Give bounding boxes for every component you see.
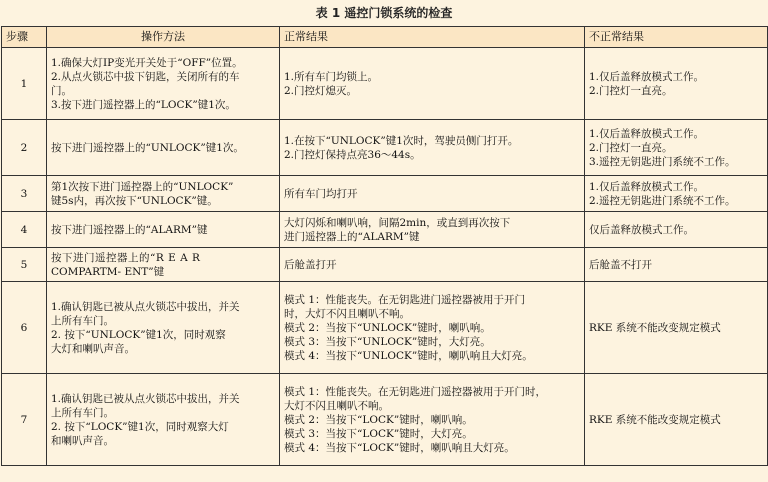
normal-line: 大灯闪烁和喇叭响，间隔2min，或直到再次按下 (284, 216, 511, 229)
abnormal-line: RKE 系统不能改变规定模式 (589, 413, 721, 426)
method-cell (47, 176, 280, 212)
normal-line: 进门遥控器上的“ALARM”键 (284, 230, 420, 243)
normal-line: 模式 4：当按下“LOCK”键时，喇叭响且大灯亮。 (284, 441, 515, 454)
normal-cell (280, 120, 585, 176)
step-cell: 1 (2, 48, 47, 120)
method-cell (47, 212, 280, 248)
normal-cell (280, 212, 585, 248)
abnormal-cell (585, 282, 768, 374)
method-cell (47, 248, 280, 282)
method-cell (47, 282, 280, 374)
header-step: 步骤 (2, 27, 47, 48)
method-line: 门。 (51, 84, 72, 97)
normal-cell (280, 282, 585, 374)
normal-line: 2.门控灯熄灭。 (284, 84, 358, 97)
abnormal-line: 3.遥控无钥匙进门系统不工作。 (589, 155, 736, 168)
header-row (2, 27, 768, 48)
step-cell: 3 (2, 176, 47, 212)
method-line: 1.确认钥匙已被从点火锁芯中拔出，并关 (51, 300, 240, 313)
method-line: 2. 按下“UNLOCK”键1次，同时观察 (51, 328, 226, 341)
method-cell (47, 120, 280, 176)
abnormal-line: 2.门控灯一直亮。 (589, 84, 673, 97)
normal-line: 1.在按下“UNLOCK”键1次时，驾驶员侧门打开。 (284, 134, 519, 147)
method-line: 3.按下进门遥控器上的“LOCK”键1次。 (51, 98, 236, 111)
normal-cell (280, 248, 585, 282)
abnormal-line: 仅后盖释放模式工作。 (589, 223, 694, 236)
normal-line: 模式 1：性能丧失。在无钥匙进门遥控器被用于开门 (284, 293, 526, 306)
abnormal-cell (585, 120, 768, 176)
method-line: 键5s内，再次按下“UNLOCK”键。 (51, 194, 218, 207)
method-cell (47, 374, 280, 466)
normal-line: 后舱盖打开 (284, 258, 337, 271)
normal-line: 模式 2：当按下“UNLOCK”键时，喇叭响。 (284, 321, 491, 334)
method-line: 2.从点火锁芯中拔下钥匙，关闭所有的车 (51, 70, 240, 83)
abnormal-line: 1.仅后盖释放模式工作。 (589, 180, 705, 193)
header-method: 操作方法 (47, 27, 280, 48)
normal-line: 模式 1：性能丧失。在无钥匙进门遥控器被用于开门时， (284, 385, 547, 398)
step-cell: 4 (2, 212, 47, 248)
header-abnormal: 不正常结果 (585, 27, 768, 48)
method-line: 和喇叭声音。 (51, 434, 114, 447)
abnormal-cell (585, 48, 768, 120)
table-row (2, 120, 768, 176)
abnormal-line: 后舱盖不打开 (589, 258, 652, 271)
normal-line: 模式 3：当按下“LOCK”键时，大灯亮。 (284, 427, 473, 440)
normal-line: 模式 3：当按下“UNLOCK”键时，大灯亮。 (284, 335, 491, 348)
table-row (2, 212, 768, 248)
method-line: 第1次按下进门遥控器上的“UNLOCK” (51, 180, 234, 193)
normal-line: 大灯不闪且喇叭不响。 (284, 399, 389, 412)
table-title: 表 1 遥控门锁系统的检查 (315, 6, 453, 20)
table-row (2, 374, 768, 466)
normal-line: 时，大灯不闪且喇叭不响。 (284, 307, 410, 320)
step-cell: 6 (2, 282, 47, 374)
header-normal: 正常结果 (280, 27, 585, 48)
normal-cell (280, 374, 585, 466)
method-line: 大灯和喇叭声音。 (51, 342, 135, 355)
normal-cell (280, 176, 585, 212)
table-row (2, 48, 768, 120)
normal-line: 2.门控灯保持点亮36～44s。 (284, 148, 421, 161)
normal-line: 所有车门均打开 (284, 187, 358, 200)
inspection-table (1, 26, 768, 466)
abnormal-line: 2.遥控无钥匙进门系统不工作。 (589, 194, 736, 207)
abnormal-line: 2.门控灯一直亮。 (589, 141, 673, 154)
method-line: 上所有车门。 (51, 314, 114, 327)
abnormal-cell (585, 374, 768, 466)
normal-cell (280, 48, 585, 120)
abnormal-line: RKE 系统不能改变规定模式 (589, 321, 721, 334)
table-row (2, 282, 768, 374)
method-line: 按下进门遥控器上的“UNLOCK”键1次。 (51, 141, 244, 154)
method-line: 1.确保大灯IP变光开关处于“OFF”位置。 (51, 56, 243, 69)
abnormal-line: 1.仅后盖释放模式工作。 (589, 70, 705, 83)
step-cell: 7 (2, 374, 47, 466)
method-line: 1.确认钥匙已被从点火锁芯中拔出，并关 (51, 392, 240, 405)
method-cell (47, 48, 280, 120)
normal-line: 1.所有车门均锁上。 (284, 70, 379, 83)
normal-line: 模式 2：当按下“LOCK”键时，喇叭响。 (284, 413, 473, 426)
step-cell: 2 (2, 120, 47, 176)
method-line: 上所有车门。 (51, 406, 114, 419)
table-row (2, 176, 768, 212)
table-row (2, 248, 768, 282)
method-line: 2. 按下“LOCK”键1次，同时观察大灯 (51, 420, 229, 433)
method-line: 按下进门遥控器上的“R E A R (51, 251, 201, 264)
abnormal-line: 1.仅后盖释放模式工作。 (589, 127, 705, 140)
abnormal-cell (585, 248, 768, 282)
abnormal-cell (585, 212, 768, 248)
abnormal-cell (585, 176, 768, 212)
step-cell: 5 (2, 248, 47, 282)
normal-line: 模式 4：当按下“UNLOCK”键时，喇叭响且大灯亮。 (284, 349, 533, 362)
method-line: COMPARTM- ENT”键 (51, 265, 165, 278)
method-line: 按下进门遥控器上的“ALARM”键 (51, 223, 208, 236)
